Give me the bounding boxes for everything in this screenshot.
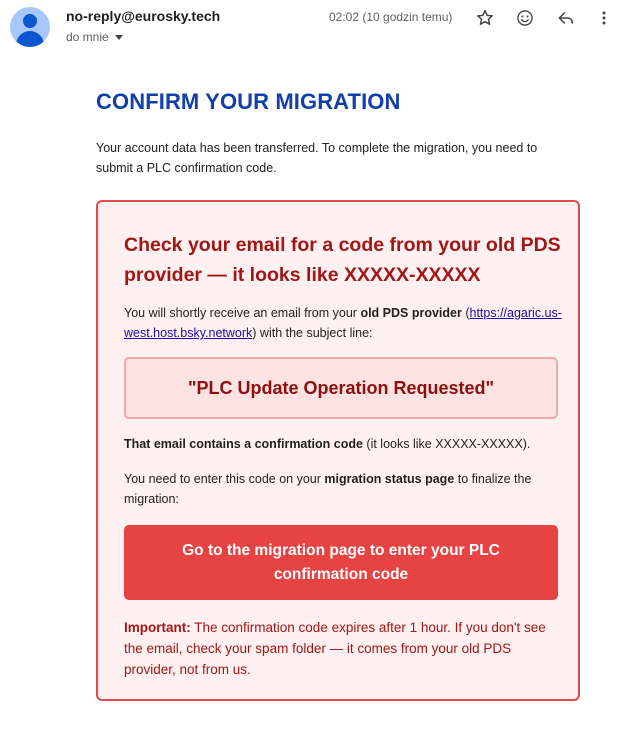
chevron-down-icon: [115, 35, 123, 40]
more-vert-icon: [594, 8, 614, 28]
avatar-body-shape: [16, 31, 44, 47]
important-note: [124, 617, 564, 680]
more-options-button[interactable]: [592, 6, 616, 30]
intro-paragraph: Your account data has been transferred. To complete the migration, you need to submit a PLC confirmation code.: [96, 141, 538, 175]
subject-line-box: [124, 357, 558, 419]
avatar-head-shape: [23, 14, 37, 28]
notice-paragraph: [124, 303, 564, 343]
go-to-migration-page-button[interactable]: [124, 525, 558, 600]
card-heading: Check your email for a code from your old PDS provider — it looks like XXXXX-XXXXX: [124, 234, 561, 286]
email-body: [96, 88, 586, 178]
code-info-text: (it looks like: [362, 437, 436, 451]
important-label: Important:: [124, 620, 191, 635]
important-text: The confirmation code expires after 1 hour. If you don't see the email, check your spam folder — it comes from your old PDS provider, not from us.: [124, 620, 546, 677]
recipient-details-toggle[interactable]: [66, 30, 123, 44]
pds-provider-link[interactable]: https://agaric.us-west.host.bsky.network: [124, 306, 562, 340]
email-title: CONFIRM YOUR MIGRATION: [96, 89, 401, 114]
cta-label: Go to the migration page to enter your PLC confirmation code: [182, 541, 500, 583]
code-info-end: ).: [522, 437, 531, 451]
add-reaction-button[interactable]: [513, 6, 537, 30]
code-info-paragraph: [124, 434, 564, 454]
instruction-paragraph: [124, 469, 564, 509]
notice-open-paren: (: [461, 306, 470, 320]
star-icon: [475, 8, 495, 28]
emoji-icon: [515, 8, 535, 28]
notice-text-end: ) with the subject line:: [252, 326, 373, 340]
notice-text-start: You will shortly receive an email from your: [124, 306, 361, 320]
sender-address[interactable]: no-reply@eurosky.tech: [66, 8, 221, 24]
star-button[interactable]: [473, 6, 497, 30]
migration-card: [96, 200, 580, 701]
message-header: [0, 0, 619, 56]
subject-line-text: "PLC Update Operation Requested": [187, 377, 495, 398]
instruction-text-start: You need to enter this code on your: [124, 472, 325, 486]
code-format-example: XXXXX-XXXXX: [435, 437, 523, 451]
message-timestamp: 02:02 (10 godzin temu): [329, 10, 453, 24]
sender-avatar[interactable]: [10, 7, 50, 47]
code-info-bold: That email contains a confirmation code: [124, 437, 363, 451]
reply-icon: [556, 8, 576, 28]
reply-button[interactable]: [554, 6, 578, 30]
recipient-label: do mnie: [66, 30, 109, 44]
instruction-bold: migration status page: [324, 472, 455, 486]
instruction-text-end: to finalize the migration:: [124, 472, 532, 506]
notice-bold-text: old PDS provider: [360, 306, 462, 320]
